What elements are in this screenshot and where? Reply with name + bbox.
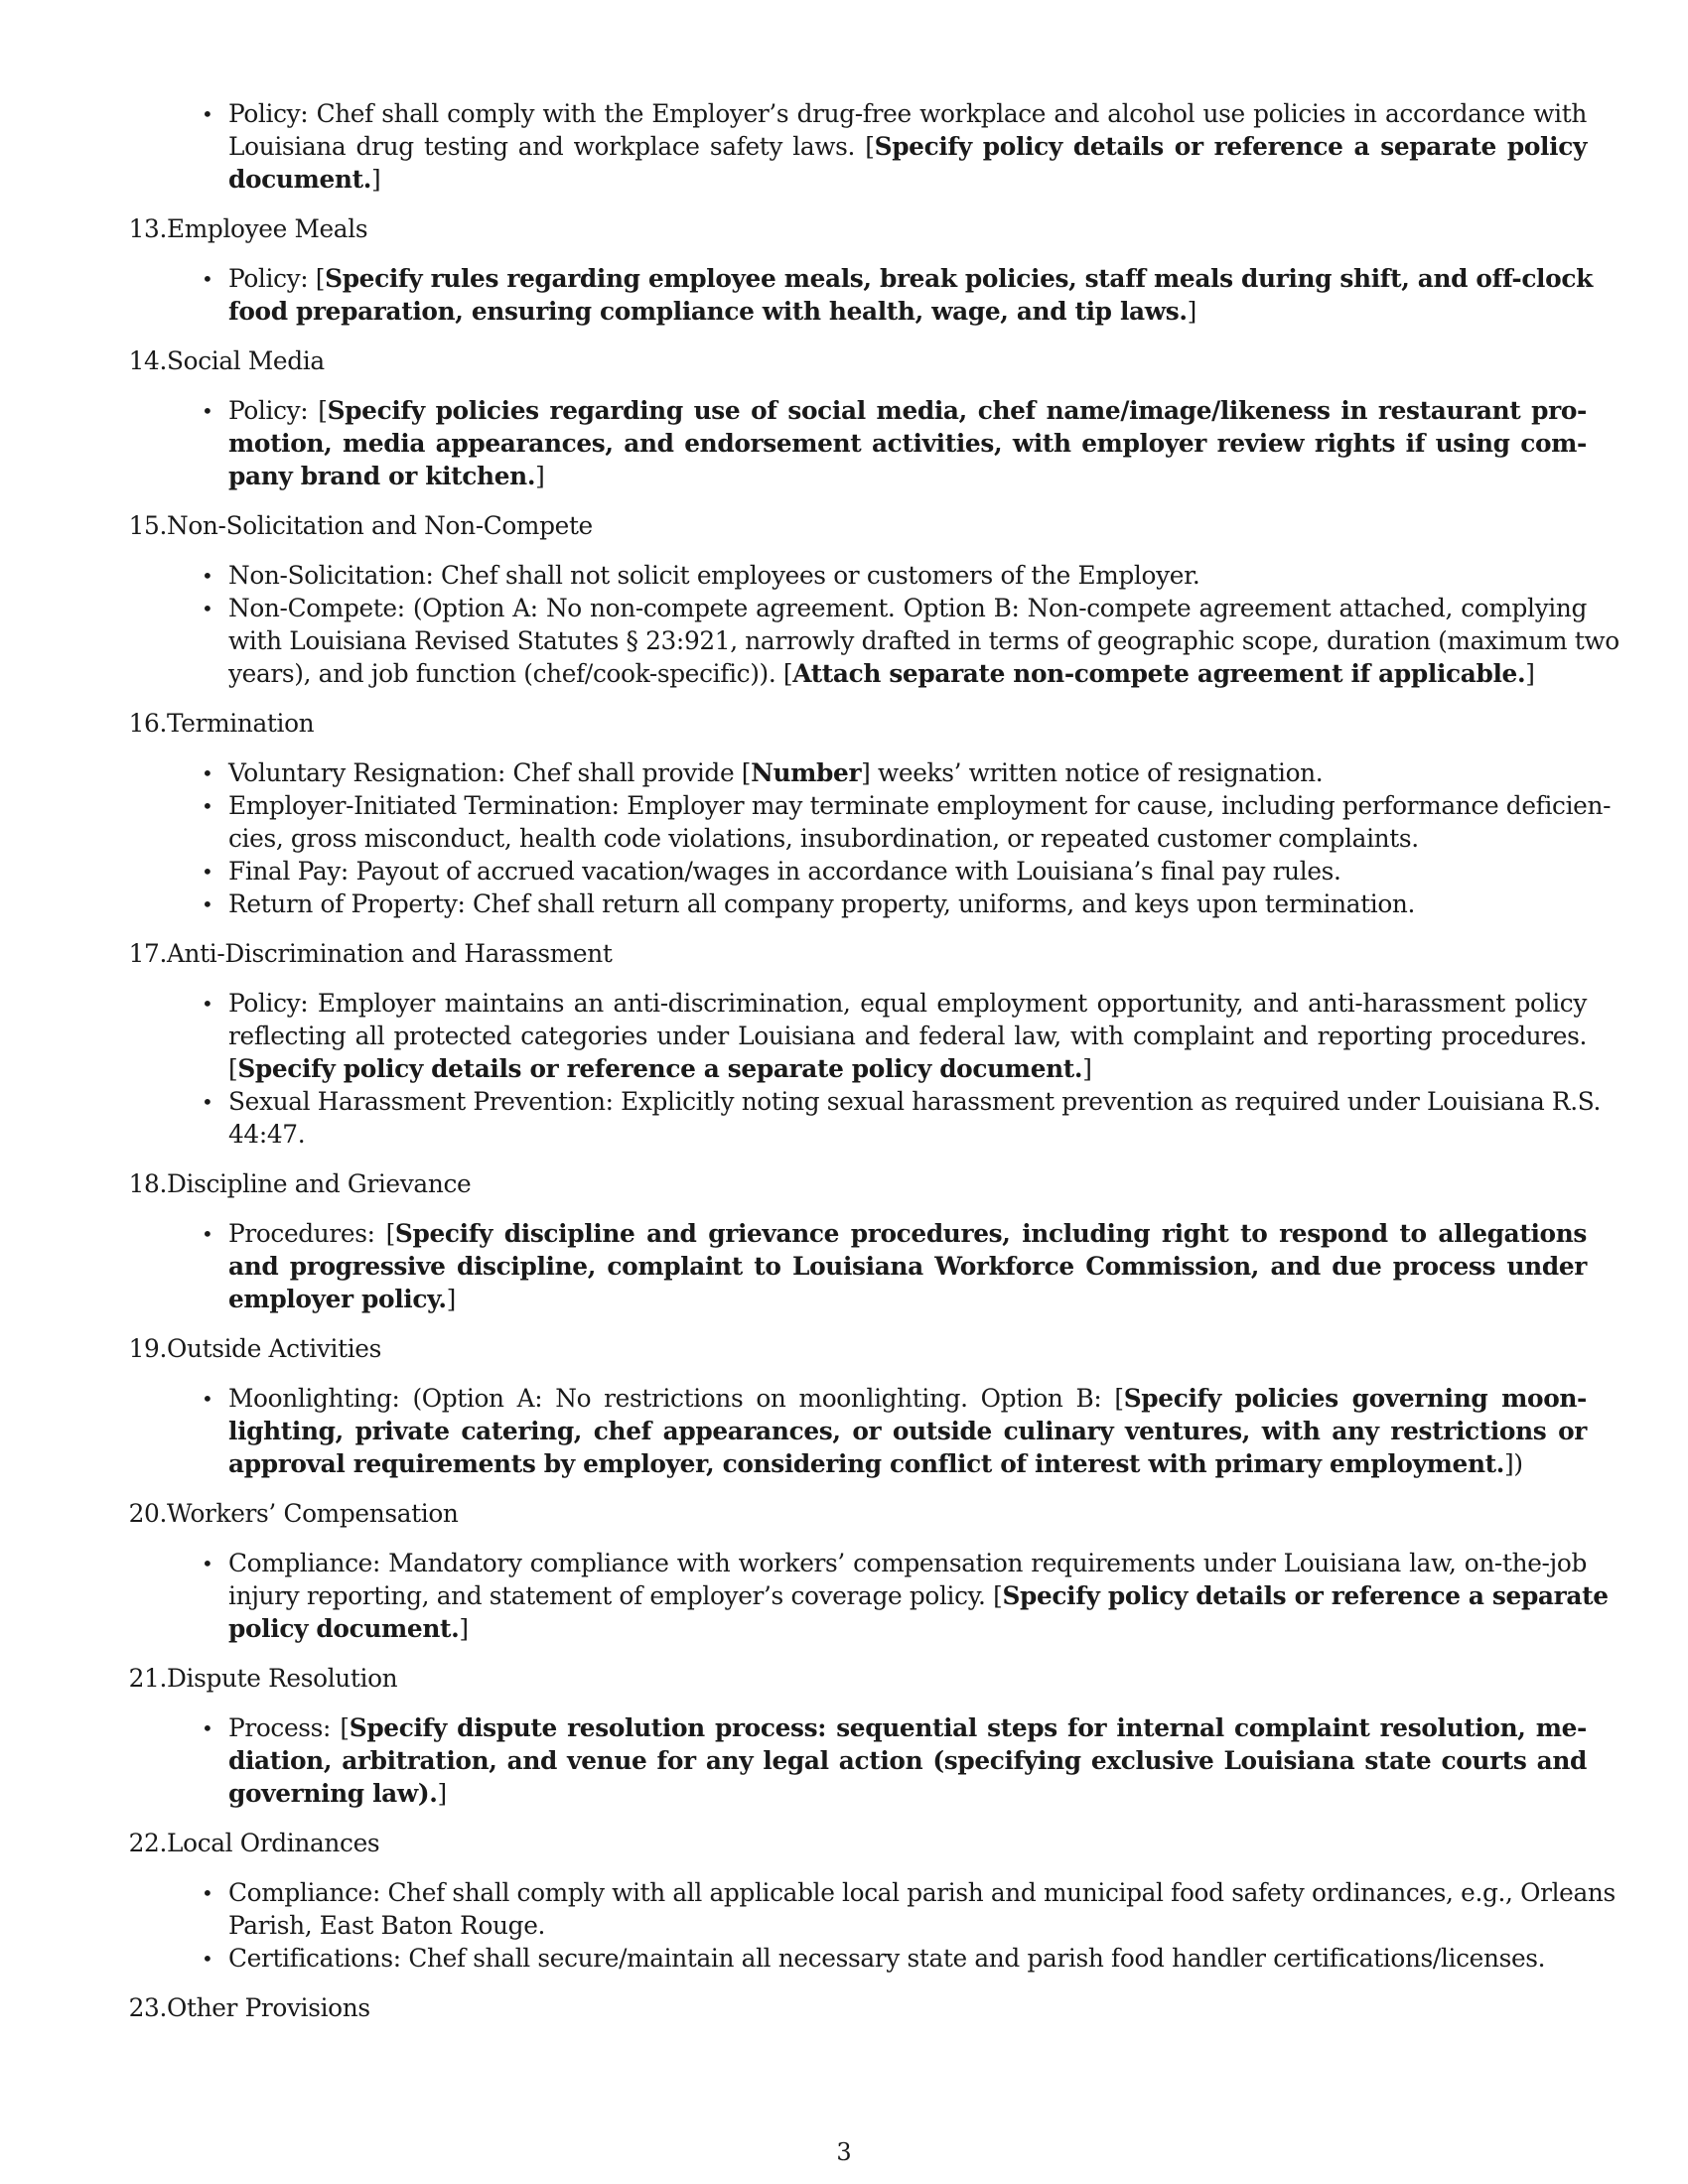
- section-title: Termination: [167, 709, 315, 738]
- section-title: Local Ordinances: [167, 1829, 380, 1857]
- section-title: Social Media: [167, 346, 325, 375]
- section-title: Outside Activities: [167, 1334, 381, 1363]
- list-item-text: Voluntary Resignation: Chef shall provide [Number] weeks’ written notice of resignation.: [228, 758, 1324, 787]
- bullet-marker: •: [202, 992, 213, 1016]
- section-title: Dispute Resolution: [167, 1664, 398, 1693]
- bullet-marker: •: [202, 860, 213, 884]
- list-item-text: Certifications: Chef shall secure/maintain all necessary state and parish food handler certifications/licenses.: [228, 1944, 1546, 1973]
- list-item-text: Policy: Chef shall comply with the Employer’s drug-free workplace and alcohol use policies in accordance with: [228, 99, 1587, 128]
- section-number: 13.: [128, 214, 167, 243]
- list-item-continuation: food preparation, ensuring compliance with health, wage, and tip laws.]: [228, 297, 1196, 326]
- section-title: Workers’ Compensation: [167, 1499, 459, 1528]
- bullet-marker: •: [202, 1387, 213, 1411]
- section-number: 20.: [128, 1499, 167, 1528]
- bullet-marker: •: [202, 597, 213, 620]
- bullet-marker: •: [202, 1552, 213, 1575]
- list-item-text: Compliance: Mandatory compliance with workers’ compensation requirements under Louisiana law, on-the-job: [228, 1549, 1587, 1577]
- list-item-continuation: policy document.]: [228, 1614, 469, 1643]
- list-item-continuation: reflecting all protected categories under Louisiana and federal law, with complaint and reporting procedures.: [228, 1022, 1587, 1050]
- list-item-text: Non-Solicitation: Chef shall not solicit employees or customers of the Employer.: [228, 561, 1200, 590]
- list-item-text: Compliance: Chef shall comply with all applicable local parish and municipal food safety ordinances, e.g., Orleans: [228, 1878, 1616, 1907]
- section-title: Employee Meals: [167, 214, 368, 243]
- list-item-continuation: lighting, private catering, chef appearances, or outside culinary ventures, with any restrictions or: [228, 1417, 1587, 1445]
- page-number: 3: [836, 2138, 852, 2166]
- list-item-text: Moonlighting: (Option A: No restrictions on moonlighting. Option B: [Specify policies governing moon-: [228, 1384, 1588, 1413]
- bullet-marker: •: [202, 1881, 213, 1905]
- section-number: 22.: [128, 1829, 167, 1857]
- list-item-continuation: motion, media appearances, and endorsement activities, with employer review rights if using com-: [228, 429, 1587, 458]
- section-title: Non-Solicitation and Non-Compete: [167, 511, 593, 540]
- section-number: 21.: [128, 1664, 167, 1693]
- list-item-text: Policy: [Specify rules regarding employee meals, break policies, staff meals during shift, and off-clock: [228, 264, 1593, 293]
- list-item-continuation: Parish, East Baton Rouge.: [228, 1911, 546, 1940]
- list-item-continuation: [Specify policy details or reference a separate policy document.]: [228, 1054, 1092, 1083]
- list-item-continuation: pany brand or kitchen.]: [228, 462, 545, 490]
- bullet-marker: •: [202, 794, 213, 818]
- section-number: 15.: [128, 511, 167, 540]
- list-item-text: Return of Property: Chef shall return all company property, uniforms, and keys upon termination.: [228, 889, 1416, 918]
- section-title: Anti-Discrimination and Harassment: [167, 939, 613, 968]
- bullet-marker: •: [202, 102, 213, 126]
- list-item-text: Process: [Specify dispute resolution process: sequential steps for internal complaint resolution, me-: [228, 1713, 1587, 1742]
- list-item-continuation: years), and job function (chef/cook-specific)). [Attach separate non-compete agreement if applicable.]: [228, 659, 1535, 688]
- list-item-text: Non-Compete: (Option A: No non-compete agreement. Option B: Non-compete agreement attached, complying: [228, 594, 1587, 622]
- bullet-marker: •: [202, 1222, 213, 1246]
- list-item-continuation: approval requirements by employer, considering conflict of interest with primary employment.]): [228, 1449, 1523, 1478]
- list-item-continuation: 44:47.: [228, 1120, 306, 1149]
- section-title: Other Provisions: [167, 1993, 370, 2022]
- bullet-marker: •: [202, 1716, 213, 1740]
- list-item-text: Sexual Harassment Prevention: Explicitly noting sexual harassment prevention as required under Louisiana R.S.: [228, 1087, 1602, 1116]
- list-item-text: Employer-Initiated Termination: Employer may terminate employment for cause, including performance deficien-: [228, 791, 1612, 820]
- list-item-text: Policy: Employer maintains an anti-discrimination, equal employment opportunity, and anti-harassment policy: [228, 989, 1587, 1018]
- bullet-marker: •: [202, 399, 213, 423]
- list-item-text: Procedures: [Specify discipline and grievance procedures, including right to respond to allegations: [228, 1219, 1587, 1248]
- bullet-marker: •: [202, 1947, 213, 1971]
- bullet-marker: •: [202, 892, 213, 916]
- section-title: Discipline and Grievance: [167, 1169, 472, 1198]
- list-item-continuation: employer policy.]: [228, 1285, 456, 1313]
- list-item-continuation: diation, arbitration, and venue for any legal action (specifying exclusive Louisiana state courts and: [228, 1746, 1587, 1775]
- bullet-marker: •: [202, 267, 213, 291]
- section-number: 23.: [128, 1993, 167, 2022]
- bullet-marker: •: [202, 1090, 213, 1114]
- list-item-continuation: with Louisiana Revised Statutes § 23:921, narrowly drafted in terms of geographic scope, duration (maximum two: [228, 626, 1619, 655]
- list-item-continuation: and progressive discipline, complaint to Louisiana Workforce Commission, and due process under: [228, 1252, 1587, 1281]
- section-number: 19.: [128, 1334, 167, 1363]
- list-item-continuation: cies, gross misconduct, health code violations, insubordination, or repeated customer complaints.: [228, 824, 1419, 853]
- list-item-continuation: injury reporting, and statement of employer’s coverage policy. [Specify policy details or reference a separate: [228, 1581, 1609, 1610]
- list-item-continuation: Louisiana drug testing and workplace safety laws. [Specify policy details or reference a separate policy: [228, 132, 1588, 161]
- list-item-continuation: document.]: [228, 165, 381, 194]
- section-number: 16.: [128, 709, 167, 738]
- section-number: 14.: [128, 346, 167, 375]
- section-number: 17.: [128, 939, 167, 968]
- list-item-text: Policy: [Specify policies regarding use of social media, chef name/image/likeness in restaurant pro-: [228, 396, 1587, 425]
- list-item-text: Final Pay: Payout of accrued vacation/wages in accordance with Louisiana’s final pay rules.: [228, 857, 1341, 886]
- section-number: 18.: [128, 1169, 167, 1198]
- bullet-marker: •: [202, 761, 213, 785]
- list-item-continuation: governing law).]: [228, 1779, 447, 1808]
- bullet-marker: •: [202, 564, 213, 588]
